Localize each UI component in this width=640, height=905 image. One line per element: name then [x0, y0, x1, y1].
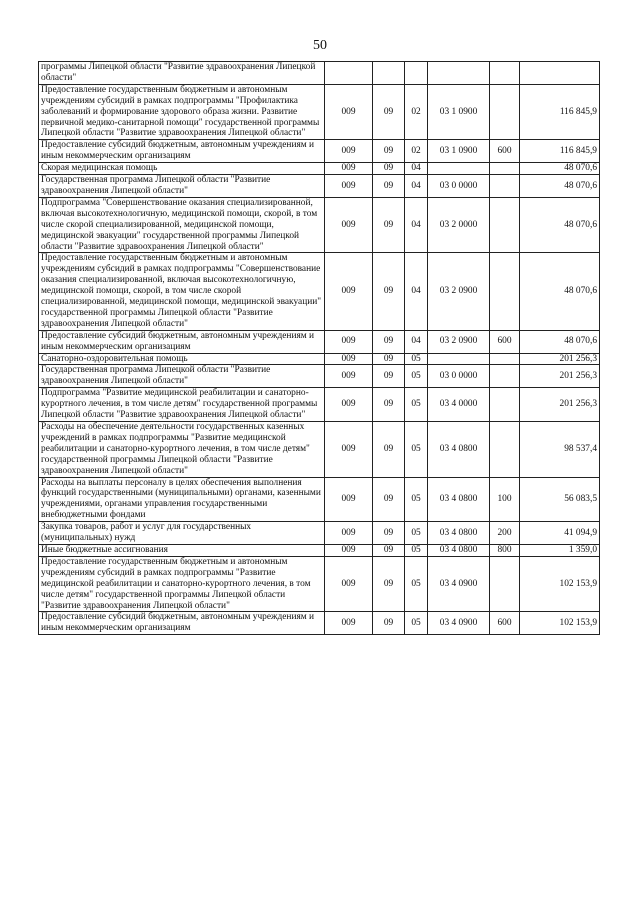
row-target-code: 03 4 0800 — [428, 522, 490, 545]
row-section-code: 09 — [373, 612, 405, 635]
row-target-code: 03 4 0900 — [428, 612, 490, 635]
row-subsection-code: 05 — [405, 365, 428, 388]
row-section-code: 09 — [373, 330, 405, 353]
table-row — [39, 175, 600, 198]
row-ministry-code: 009 — [325, 522, 373, 545]
row-expense-type — [490, 62, 520, 85]
table-row — [39, 365, 600, 388]
row-expense-type — [490, 175, 520, 198]
row-amount: 116 845,9 — [520, 140, 600, 163]
row-ministry-code: 009 — [325, 544, 373, 556]
row-expense-type — [490, 163, 520, 175]
row-amount: 102 153,9 — [520, 556, 600, 612]
row-subsection-code: 04 — [405, 163, 428, 175]
row-target-code: 03 0 0000 — [428, 175, 490, 198]
row-ministry-code: 009 — [325, 477, 373, 522]
row-name: Предоставление субсидий бюджетным, автономным учреждениям и иным некоммерческим организациям — [39, 330, 325, 353]
row-amount: 102 153,9 — [520, 612, 600, 635]
row-section-code: 09 — [373, 365, 405, 388]
row-name: Предоставление государственным бюджетным и автономным учреждениям субсидий в рамках подпрограммы "Профилактика заболеваний и формирование здорового образа жизни. Развитие первичной медико-санитарной помощи" государственной программы Липецкой области "Развитие здравоохранения Липецкой области" — [39, 84, 325, 140]
row-name: Государственная программа Липецкой области "Развитие здравоохранения Липецкой области" — [39, 175, 325, 198]
row-ministry-code: 009 — [325, 163, 373, 175]
row-ministry-code — [325, 62, 373, 85]
row-ministry-code: 009 — [325, 556, 373, 612]
row-section-code: 09 — [373, 422, 405, 478]
row-target-code: 03 4 0000 — [428, 388, 490, 422]
row-section-code: 09 — [373, 544, 405, 556]
row-subsection-code: 04 — [405, 197, 428, 253]
row-name: Государственная программа Липецкой области "Развитие здравоохранения Липецкой области" — [39, 365, 325, 388]
row-ministry-code: 009 — [325, 175, 373, 198]
row-amount: 56 083,5 — [520, 477, 600, 522]
row-target-code: 03 1 0900 — [428, 84, 490, 140]
row-expense-type: 600 — [490, 140, 520, 163]
table-row — [39, 544, 600, 556]
row-subsection-code: 05 — [405, 353, 428, 365]
table-row — [39, 197, 600, 253]
row-expense-type — [490, 353, 520, 365]
table-row — [39, 330, 600, 353]
row-section-code: 09 — [373, 522, 405, 545]
table-row — [39, 477, 600, 522]
row-expense-type: 600 — [490, 330, 520, 353]
table-row — [39, 62, 600, 85]
row-section-code: 09 — [373, 197, 405, 253]
row-amount: 41 094,9 — [520, 522, 600, 545]
table-row — [39, 140, 600, 163]
row-amount: 48 070,6 — [520, 197, 600, 253]
row-amount: 201 256,3 — [520, 353, 600, 365]
row-section-code — [373, 62, 405, 85]
row-section-code: 09 — [373, 175, 405, 198]
row-section-code: 09 — [373, 477, 405, 522]
row-amount: 48 070,6 — [520, 330, 600, 353]
row-expense-type — [490, 422, 520, 478]
row-target-code: 03 0 0000 — [428, 365, 490, 388]
row-name: Предоставление государственным бюджетным и автономным учреждениям субсидий в рамках подпрограммы "Развитие медицинской реабилитации и санаторно-курортного лечения, в том числе детям" государственной программы Липецкой области "Развитие здравоохранения Липецкой области" — [39, 556, 325, 612]
row-target-code: 03 4 0900 — [428, 556, 490, 612]
row-expense-type — [490, 365, 520, 388]
row-target-code: 03 4 0800 — [428, 477, 490, 522]
row-subsection-code: 04 — [405, 253, 428, 330]
row-expense-type — [490, 556, 520, 612]
table-row — [39, 388, 600, 422]
row-section-code: 09 — [373, 556, 405, 612]
table-row — [39, 84, 600, 140]
row-expense-type — [490, 388, 520, 422]
row-subsection-code: 04 — [405, 330, 428, 353]
row-section-code: 09 — [373, 163, 405, 175]
row-name: Закупка товаров, работ и услуг для государственных (муниципальных) нужд — [39, 522, 325, 545]
row-target-code: 03 2 0000 — [428, 197, 490, 253]
row-name: программы Липецкой области "Развитие здравоохранения Липецкой области" — [39, 62, 325, 85]
row-name: Иные бюджетные ассигнования — [39, 544, 325, 556]
row-subsection-code: 05 — [405, 422, 428, 478]
row-subsection-code: 05 — [405, 522, 428, 545]
row-ministry-code: 009 — [325, 365, 373, 388]
row-target-code: 03 2 0900 — [428, 253, 490, 330]
row-subsection-code: 05 — [405, 544, 428, 556]
row-target-code — [428, 353, 490, 365]
row-ministry-code: 009 — [325, 353, 373, 365]
row-ministry-code: 009 — [325, 422, 373, 478]
row-subsection-code: 05 — [405, 477, 428, 522]
table-row — [39, 556, 600, 612]
row-amount: 1 359,0 — [520, 544, 600, 556]
row-name: Подпрограмма "Развитие медицинской реабилитации и санаторно-курортного лечения, в том числе детям" государственной программы Липецкой области "Развитие здравоохранения Липецкой области" — [39, 388, 325, 422]
row-section-code: 09 — [373, 84, 405, 140]
row-expense-type — [490, 197, 520, 253]
row-ministry-code: 009 — [325, 253, 373, 330]
row-ministry-code: 009 — [325, 140, 373, 163]
row-amount: 48 070,6 — [520, 175, 600, 198]
row-target-code: 03 2 0900 — [428, 330, 490, 353]
row-name: Скорая медицинская помощь — [39, 163, 325, 175]
row-subsection-code — [405, 62, 428, 85]
table-row — [39, 612, 600, 635]
row-expense-type: 800 — [490, 544, 520, 556]
row-expense-type — [490, 253, 520, 330]
row-expense-type: 600 — [490, 612, 520, 635]
row-amount: 116 845,9 — [520, 84, 600, 140]
row-name: Подпрограмма "Совершенствование оказания специализированной, включая высокотехнологичную, медицинской помощи, скорой, в том числе скорой специализированной, медицинской помощи, медицинской эвакуации" государственной программы Липецкой области "Развитие здравоохранения Липецкой области" — [39, 197, 325, 253]
row-expense-type: 200 — [490, 522, 520, 545]
row-expense-type: 100 — [490, 477, 520, 522]
table-row — [39, 353, 600, 365]
row-ministry-code: 009 — [325, 330, 373, 353]
row-name: Предоставление субсидий бюджетным, автономным учреждениям и иным некоммерческим организациям — [39, 140, 325, 163]
table-row — [39, 253, 600, 330]
row-section-code: 09 — [373, 388, 405, 422]
row-section-code: 09 — [373, 353, 405, 365]
row-amount: 201 256,3 — [520, 365, 600, 388]
row-name: Предоставление государственным бюджетным и автономным учреждениям субсидий в рамках подпрограммы "Совершенствование оказания специализированной, включая высокотехнологичную, медицинской помощи, скорой, в том числе скорой специализированной, медицинской помощи, медицинской эвакуации" государственной программы Липецкой области "Развитие здравоохранения Липецкой области" — [39, 253, 325, 330]
row-subsection-code: 02 — [405, 140, 428, 163]
table-row — [39, 163, 600, 175]
row-target-code — [428, 62, 490, 85]
row-name: Санаторно-оздоровительная помощь — [39, 353, 325, 365]
row-target-code: 03 4 0800 — [428, 544, 490, 556]
row-subsection-code: 05 — [405, 556, 428, 612]
row-section-code: 09 — [373, 140, 405, 163]
page-number: 50 — [313, 38, 327, 53]
row-subsection-code: 05 — [405, 388, 428, 422]
row-amount: 48 070,6 — [520, 163, 600, 175]
row-amount — [520, 62, 600, 85]
row-expense-type — [490, 84, 520, 140]
row-subsection-code: 02 — [405, 84, 428, 140]
row-name: Расходы на выплаты персоналу в целях обеспечения выполнения функций государственными (муниципальными) органами, казенными учреждениями, органами управления государственными внебюджетными фондами — [39, 477, 325, 522]
row-target-code: 03 4 0800 — [428, 422, 490, 478]
row-subsection-code: 04 — [405, 175, 428, 198]
budget-table — [38, 61, 600, 635]
row-amount: 98 537,4 — [520, 422, 600, 478]
row-name: Расходы на обеспечение деятельности государственных казенных учреждений в рамках подпрограммы "Развитие медицинской реабилитации и санаторно-курортного лечения, в том числе детям" государственной программы Липецкой области "Развитие здравоохранения Липецкой области" — [39, 422, 325, 478]
row-ministry-code: 009 — [325, 197, 373, 253]
row-ministry-code: 009 — [325, 388, 373, 422]
row-ministry-code: 009 — [325, 612, 373, 635]
table-row — [39, 422, 600, 478]
row-section-code: 09 — [373, 253, 405, 330]
row-amount: 48 070,6 — [520, 253, 600, 330]
row-ministry-code: 009 — [325, 84, 373, 140]
row-target-code: 03 1 0900 — [428, 140, 490, 163]
table-row — [39, 522, 600, 545]
row-subsection-code: 05 — [405, 612, 428, 635]
row-name: Предоставление субсидий бюджетным, автономным учреждениям и иным некоммерческим организациям — [39, 612, 325, 635]
row-target-code — [428, 163, 490, 175]
row-amount: 201 256,3 — [520, 388, 600, 422]
